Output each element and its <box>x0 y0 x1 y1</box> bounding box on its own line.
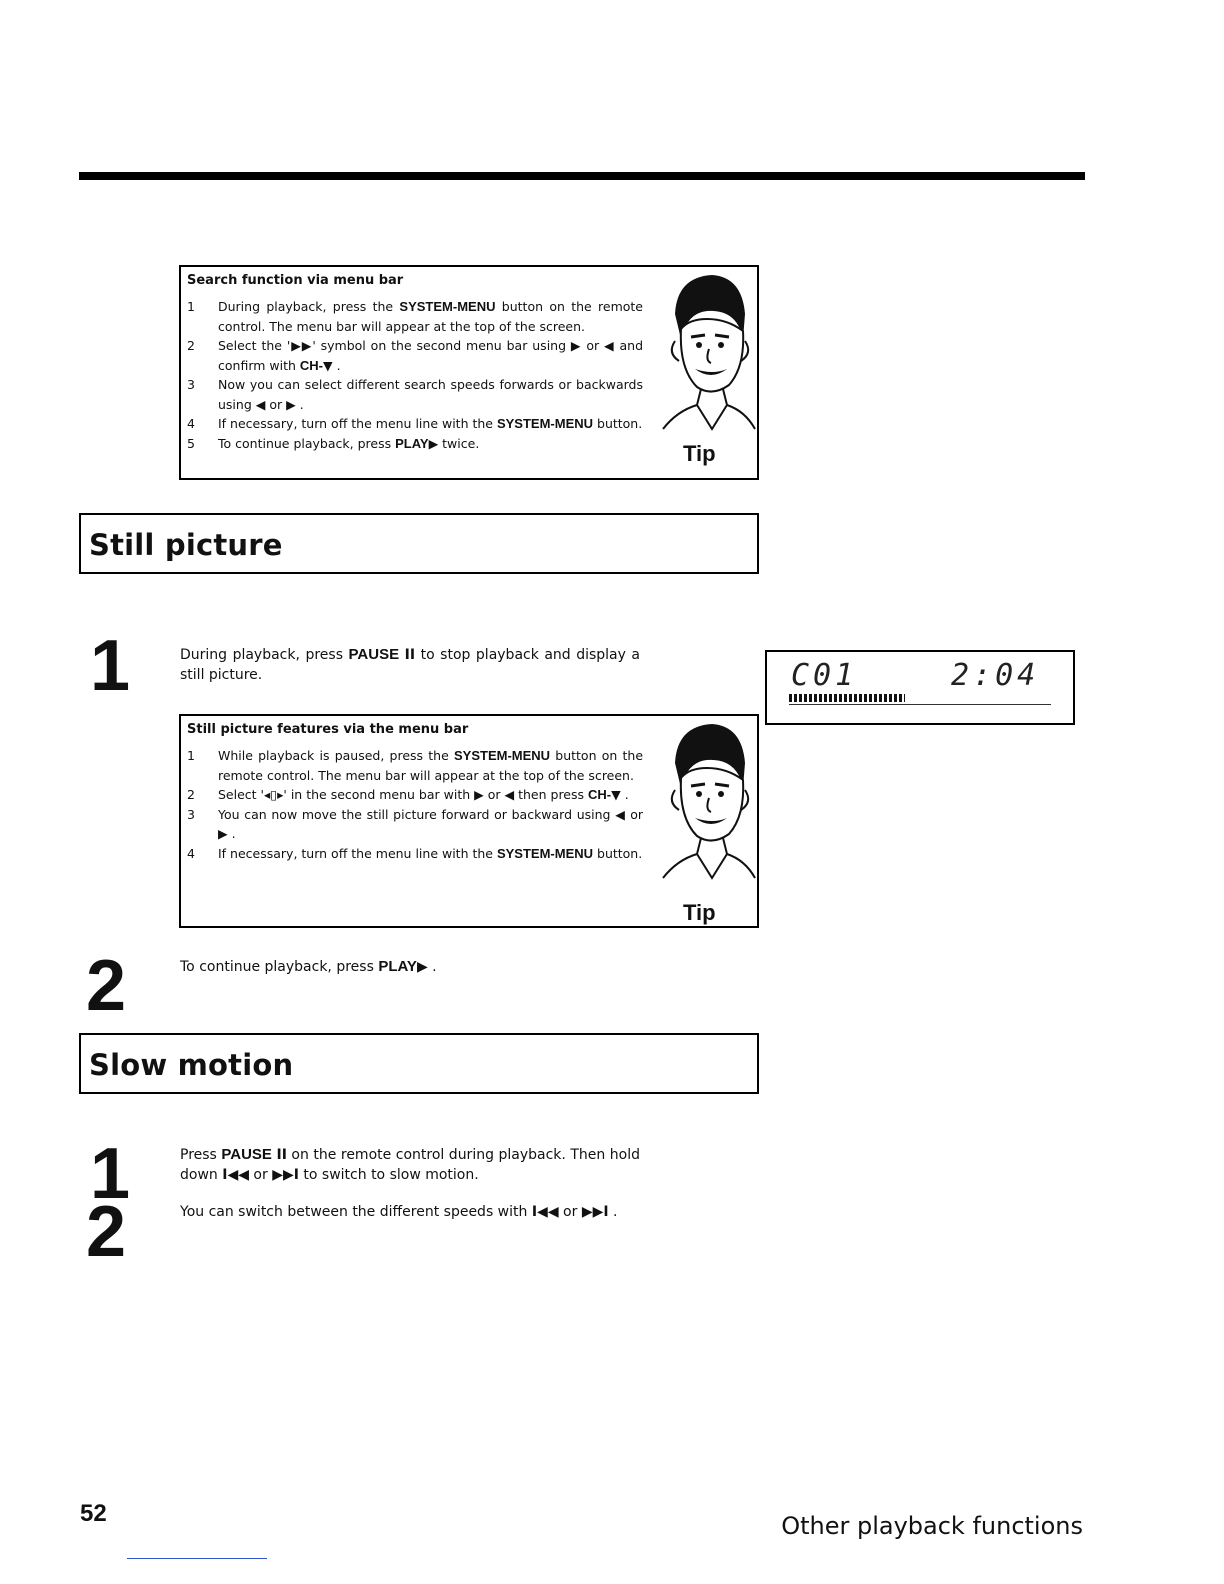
right-arrow-icon: ▶ <box>286 396 296 412</box>
lcd-progress-marks <box>789 694 905 702</box>
list-item: 4 If necessary, turn off the menu line with the SYSTEM-MENU button. <box>187 845 643 861</box>
step-text: You can switch between the different speeds with I◀◀ or ▶▶I . <box>180 1204 618 1220</box>
slow-motion-heading-box <box>79 1033 759 1094</box>
still-symbol-icon: ◂▯▸ <box>263 787 284 802</box>
step-number: 2 <box>86 946 127 1026</box>
search-symbol-icon: ▶▶ <box>290 338 313 353</box>
lcd-display <box>765 650 1075 725</box>
down-arrow-icon: ▼ <box>611 787 621 802</box>
lcd-left-readout: C01 <box>791 658 858 693</box>
section-heading: Still picture <box>89 528 283 562</box>
list-item: 2 Select the '▶▶' symbol on the second menu bar using ▶ or ◀ and confirm with CH-▼ . <box>187 338 644 373</box>
list-item: 4 If necessary, turn off the menu line with the SYSTEM-MENU button. <box>187 416 643 431</box>
top-rule <box>79 172 1085 180</box>
page-number: 52 <box>80 1500 107 1527</box>
tip-label: Tip <box>683 900 716 925</box>
lcd-baseline <box>789 704 1051 705</box>
list-item: 3 You can now move the still picture forward or backward using ◀ or ▶ . <box>187 806 643 841</box>
list-item: 2 Select '◂▯▸' in the second menu bar with ▶ or ◀ then press CH-▼ . <box>187 787 629 802</box>
cartoon-face-icon <box>657 718 757 888</box>
list-item: 1 While playback is paused, press the SYSTEM-MENU button on the remote control. The menu bar will appear at the top of the screen. <box>187 748 644 783</box>
cartoon-face-icon <box>657 269 757 439</box>
right-arrow-icon: ▶ <box>474 787 484 802</box>
section-heading: Slow motion <box>89 1048 294 1082</box>
step-text: During playback, press PAUSE II to stop playback and display a still picture. <box>180 646 641 683</box>
left-arrow-icon: ◀ <box>604 338 615 353</box>
still-tip-list <box>187 746 643 863</box>
tip-title: Still picture features via the menu bar <box>187 722 469 737</box>
search-tip-box <box>179 265 759 480</box>
left-arrow-icon: ◀ <box>255 396 266 412</box>
list-item: 1 During playback, press the SYSTEM-MENU button on the remote control. The menu bar will appear at the top of the screen. <box>187 299 643 334</box>
left-arrow-icon: ◀ <box>615 806 626 822</box>
play-arrow-icon: ▶ <box>428 435 439 451</box>
step-number: 2 <box>86 1192 127 1272</box>
previous-icon: I◀◀ <box>222 1167 249 1183</box>
still-picture-heading-box <box>79 513 759 574</box>
play-arrow-icon: ▶ <box>416 959 428 975</box>
pause-icon: II <box>404 647 416 663</box>
step-text: Press PAUSE II on the remote control during playback. Then hold down I◀◀ or ▶▶I to switch to slow motion. <box>180 1146 641 1183</box>
still-picture-tip-box <box>179 714 759 928</box>
left-arrow-icon: ◀ <box>504 787 515 802</box>
down-arrow-icon: ▼ <box>323 357 333 373</box>
step-number: 1 <box>90 626 131 706</box>
right-arrow-icon: ▶ <box>218 826 228 841</box>
footer-link-rule <box>127 1558 267 1559</box>
right-arrow-icon: ▶ <box>570 338 582 353</box>
lcd-right-readout: 2:04 <box>951 658 1040 693</box>
tip-title: Search function via menu bar <box>187 273 404 288</box>
next-icon: ▶▶I <box>581 1204 609 1220</box>
step-number: 1 <box>90 1134 131 1214</box>
chapter-title: Other playback functions <box>781 1512 1083 1540</box>
step-text: To continue playback, press PLAY▶ . <box>180 958 437 975</box>
list-item: 3 Now you can select different search speeds forwards or backwards using ◀ or ▶ . <box>187 377 643 412</box>
next-icon: ▶▶I <box>272 1167 299 1183</box>
previous-icon: I◀◀ <box>531 1204 559 1220</box>
tip-label: Tip <box>683 441 716 466</box>
search-tip-list <box>187 297 643 453</box>
list-item: 5 To continue playback, press PLAY▶ twice. <box>187 435 480 451</box>
pause-icon: II <box>276 1147 287 1163</box>
